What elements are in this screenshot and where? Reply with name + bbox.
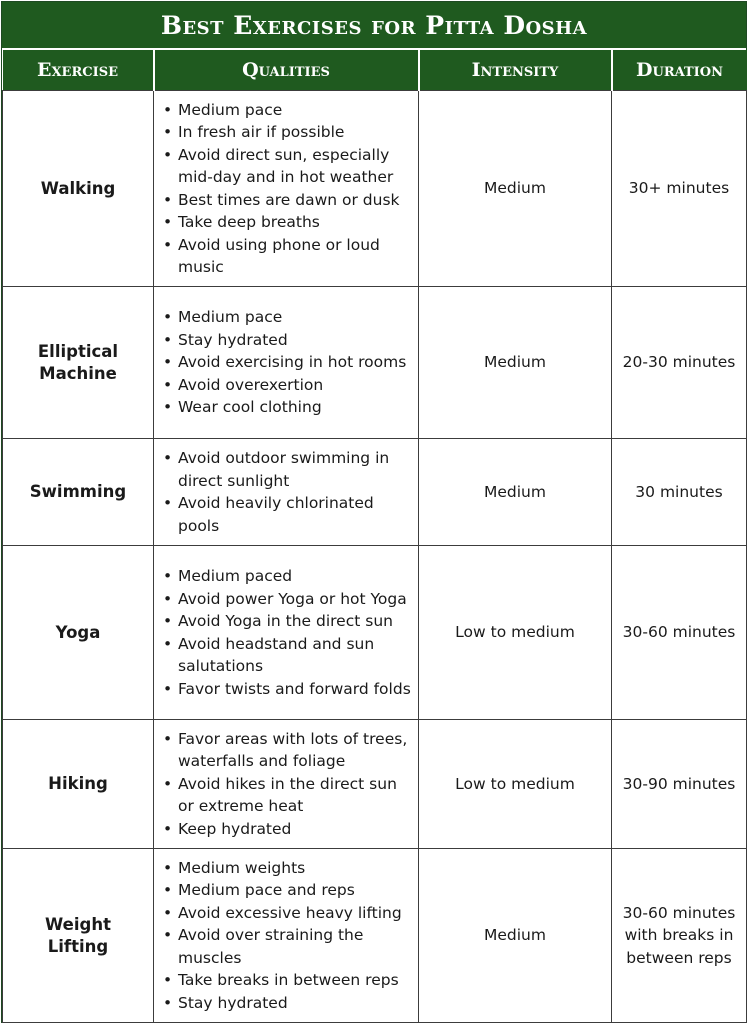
quality-item: • Take deep breaths [178, 211, 412, 234]
quality-item: • Avoid using phone or loud music [178, 234, 412, 279]
quality-item: • Stay hydrated [178, 992, 412, 1015]
qualities-cell [154, 720, 419, 849]
column-header-qualities: Qualities [154, 50, 419, 91]
table-row-elliptical [3, 287, 747, 439]
qualities-cell [154, 546, 419, 720]
intensity-cell: Low to medium [419, 546, 612, 720]
table-row-walking [3, 91, 747, 287]
qualities-cell [154, 439, 419, 546]
qualities-list [154, 99, 418, 279]
intensity-cell: Medium [419, 849, 612, 1023]
quality-item: • Avoid outdoor swimming in direct sunlight [178, 447, 412, 492]
quality-item: • Best times are dawn or dusk [178, 189, 412, 212]
exercise-name [3, 849, 154, 1023]
quality-item: • Avoid excessive heavy lifting [178, 902, 412, 925]
exercise-name: Walking [3, 91, 154, 287]
duration-cell: 30 minutes [612, 439, 747, 546]
exercise-name [3, 287, 154, 439]
exercise-name: Yoga [3, 546, 154, 720]
quality-item: • Medium pace [178, 99, 412, 122]
column-header-duration: Duration [612, 50, 747, 91]
qualities-cell [154, 91, 419, 287]
quality-item: • Avoid over straining the muscles [178, 924, 412, 969]
quality-item: • Avoid heavily chlorinated pools [178, 492, 412, 537]
qualities-cell [154, 849, 419, 1023]
exercise-table [2, 50, 747, 1023]
exercise-name: Swimming [3, 439, 154, 546]
intensity-cell: Low to medium [419, 720, 612, 849]
quality-item: • Medium weights [178, 857, 412, 880]
qualities-list [154, 447, 418, 537]
quality-item: • Keep hydrated [178, 818, 412, 841]
quality-item: • Avoid power Yoga or hot Yoga [178, 588, 412, 611]
quality-item: • In fresh air if possible [178, 121, 412, 144]
intensity-cell: Medium [419, 287, 612, 439]
quality-item: • Favor areas with lots of trees, waterfalls and foliage [178, 728, 412, 773]
duration-cell: 20-30 minutes [612, 287, 747, 439]
table-row-hiking [3, 720, 747, 849]
duration-cell [612, 849, 747, 1023]
exercise-name-text: Elliptical Machine [37, 341, 119, 383]
quality-item: • Avoid Yoga in the direct sun [178, 610, 412, 633]
intensity-cell: Medium [419, 439, 612, 546]
quality-item: • Stay hydrated [178, 329, 412, 352]
qualities-list [154, 565, 418, 700]
duration-cell: 30-60 minutes [612, 546, 747, 720]
exercise-name: Hiking [3, 720, 154, 849]
quality-item: • Medium pace and reps [178, 879, 412, 902]
quality-item: • Avoid exercising in hot rooms [178, 351, 412, 374]
quality-item: • Take breaks in between reps [178, 969, 412, 992]
column-header-intensity: Intensity [419, 50, 612, 91]
quality-item: • Avoid hikes in the direct sun or extreme heat [178, 773, 412, 818]
table-row-yoga [3, 546, 747, 720]
quality-item: • Avoid headstand and sun salutations [178, 633, 412, 678]
page-title: Best Exercises for Pitta Dosha [2, 2, 746, 50]
table-row-weight-lifting [3, 849, 747, 1023]
table-header-row [3, 50, 747, 91]
duration-cell: 30+ minutes [612, 91, 747, 287]
qualities-list [154, 857, 418, 1015]
column-header-exercise: Exercise [3, 50, 154, 91]
quality-item: • Medium paced [178, 565, 412, 588]
quality-item: • Avoid overexertion [178, 374, 412, 397]
duration-cell: 30-90 minutes [612, 720, 747, 849]
quality-item: • Medium pace [178, 306, 412, 329]
quality-item: • Favor twists and forward folds [178, 678, 412, 701]
exercise-chart [1, 1, 747, 1023]
qualities-cell [154, 287, 419, 439]
qualities-list [154, 728, 418, 841]
table-row-swimming [3, 439, 747, 546]
duration-text: 30-60 minutes with breaks in between reps [622, 903, 736, 967]
intensity-cell: Medium [419, 91, 612, 287]
quality-item: • Wear cool clothing [178, 396, 412, 419]
exercise-name-text: Weight Lifting [45, 914, 111, 956]
quality-item: • Avoid direct sun, especially mid-day and in hot weather [178, 144, 412, 189]
qualities-list [154, 306, 418, 419]
